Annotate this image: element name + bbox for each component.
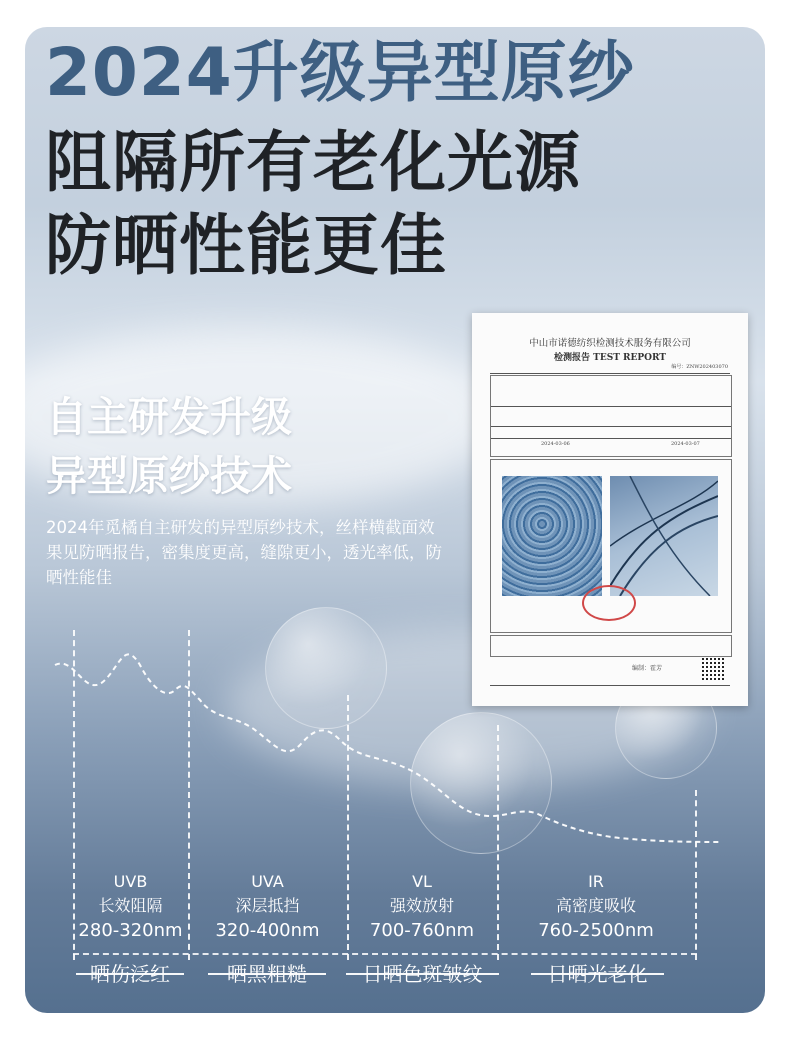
report-date-issued: 2024-03-07: [671, 441, 700, 447]
headline-line-2: 阻隔所有老化光源: [45, 124, 581, 201]
effect-uvb: [80, 958, 180, 987]
band-ir: [497, 870, 695, 944]
band-name: VL: [412, 872, 432, 891]
band-name: IR: [588, 872, 604, 891]
subheadline-line-2: 异型原纱技术: [46, 452, 292, 500]
effect-label: 晒黑粗糙: [227, 962, 307, 986]
effect-label: 晒伤泛红: [90, 962, 170, 986]
band-range: 320-400nm: [215, 920, 320, 941]
strikethrough-line: [76, 973, 184, 975]
band-desc: 深层抵挡: [235, 896, 300, 915]
band-range: 700-760nm: [369, 920, 475, 941]
band-desc: 高密度吸收: [555, 896, 636, 915]
band-range: 760-2500nm: [538, 920, 654, 941]
report-number: 编号：ZNW202403070: [671, 364, 728, 370]
report-date-received: 2024-03-06: [541, 441, 570, 447]
band-desc: 长效阻隔: [98, 896, 163, 915]
strikethrough-line: [531, 973, 664, 975]
band-divider-5: [695, 790, 697, 960]
effect-ir: [535, 958, 660, 987]
strikethrough-line: [208, 973, 326, 975]
effect-vl: [350, 958, 495, 987]
strikethrough-line: [346, 973, 499, 975]
band-name: UVB: [113, 872, 148, 891]
band-range: 280-320nm: [78, 920, 183, 941]
subheadline-line-1: 自主研发升级: [46, 393, 292, 441]
description-text: 2024年觅橘自主研发的异型原纱技术，丝样横截面效果见防晒报告，密集度更高，缝隙更小，透光率低，防晒性能佳: [46, 518, 442, 587]
effect-uva: [212, 958, 322, 987]
band-uvb: [73, 870, 188, 944]
band-vl: [347, 870, 497, 944]
report-company: 中山市诺德纺织检测技术服务有限公司: [529, 338, 691, 349]
effect-label: 日晒光老化: [547, 962, 648, 986]
headline-line-1: 2024升级异型原纱: [45, 34, 635, 111]
band-name: UVA: [251, 872, 284, 891]
report-signature: 编制：霍芳: [632, 665, 663, 672]
report-title: 检测报告 TEST REPORT: [554, 353, 666, 363]
band-uva: [188, 870, 347, 944]
band-baseline: [73, 953, 697, 955]
headline-line-3: 防晒性能更佳: [45, 207, 447, 284]
effect-label: 日晒色斑皱纹: [362, 962, 483, 986]
band-desc: 强效放射: [389, 896, 454, 915]
